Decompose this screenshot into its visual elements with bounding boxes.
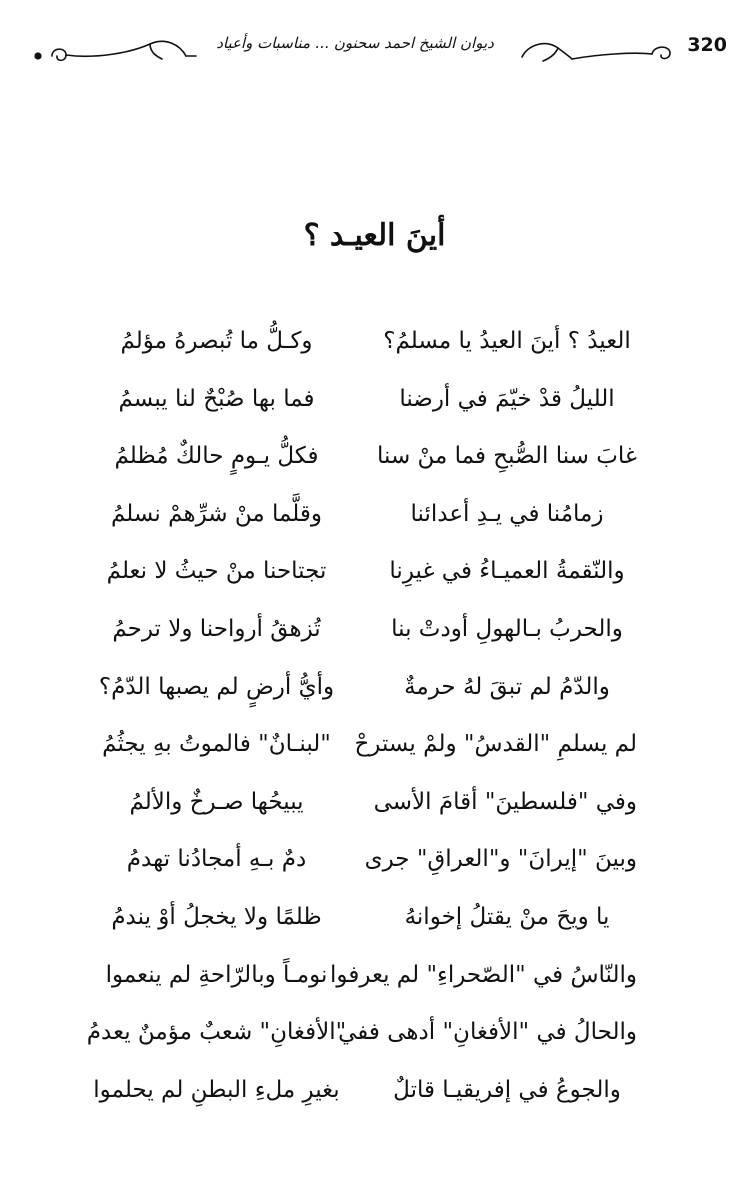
first-hemistich: يا ويحَ منْ يقتلُ إخوانهُ xyxy=(404,903,610,930)
poem-verses xyxy=(0,328,749,1134)
page-header xyxy=(0,22,749,82)
first-hemistich: والنّقمةُ العميـاءُ في غيرِنا xyxy=(389,558,625,585)
first-hemistich: والجوعُ في إفريقيـا قاتلٌ xyxy=(393,1076,621,1103)
second-hemistich: نومـاً وبالرّاحةِ لم ينعموا xyxy=(105,961,328,988)
verse-line xyxy=(0,731,749,789)
verse-line xyxy=(0,616,749,674)
page-number: 320 xyxy=(687,34,727,56)
verse-line xyxy=(0,789,749,847)
second-hemistich: دمٌ بـهِ أمجادُنا تهدمُ xyxy=(126,846,307,873)
second-hemistich: تُزهقُ أرواحنا ولا ترحمُ xyxy=(112,615,321,642)
verse-line xyxy=(0,1077,749,1135)
verse-line xyxy=(0,962,749,1020)
second-hemistich: بغيرِ ملءِ البطنِ لم يحلموا xyxy=(93,1076,340,1103)
second-hemistich: وكـلُّ ما تُبصرهُ مؤلمُ xyxy=(120,328,313,354)
verse-line xyxy=(0,558,749,616)
second-hemistich: فكلُّ يـومٍ حالكٌ مُظلمُ xyxy=(114,443,319,470)
second-hemistich: وأيُّ أرضٍ لم يصبها الدّمُ؟ xyxy=(98,673,335,700)
first-hemistich: وبينَ "إيرانَ" و"العراقِ" جرى xyxy=(364,846,637,873)
first-hemistich: العيدُ ؟ أينَ العيدُ يا مسلمُ؟ xyxy=(383,328,631,354)
verse-line xyxy=(0,501,749,559)
second-hemistich: ظلمًا ولا يخجلُ أوْ يندمُ xyxy=(111,903,322,930)
first-hemistich: الليلُ قدْ خيّمَ في أرضنا xyxy=(399,385,615,412)
first-hemistich: والدّمُ لم تبقَ لهُ حرمةٌ xyxy=(404,673,610,700)
first-hemistich: والنّاسُ في "الصّحراءِ" لم يعرفوا xyxy=(330,961,637,988)
verse-line xyxy=(0,443,749,501)
poem-title: أينَ العيـد ؟ xyxy=(303,218,446,253)
first-hemistich: والحربُ بـالهولِ أودتْ بنا xyxy=(391,615,623,642)
first-hemistich: والحالُ في "الأفغانِ" أدهى ففي xyxy=(338,1019,637,1046)
second-hemistich: "الأفغانِ" شعبٌ مؤمنٌ يعدمُ xyxy=(86,1019,347,1046)
second-hemistich: "لبنـانٌ" فالموتُ بهِ يجثُمُ xyxy=(102,731,331,758)
verse-line xyxy=(0,846,749,904)
second-hemistich: فما بها صُبْحٌ لنا يبسمُ xyxy=(118,385,315,412)
verse-line xyxy=(0,904,749,962)
verse-line xyxy=(0,386,749,444)
first-hemistich: وفي "فلسطينَ" أقامَ الأسى xyxy=(373,788,637,815)
verse-line xyxy=(0,1019,749,1077)
second-hemistich: يبيحُها صـرخٌ والألمُ xyxy=(129,788,304,815)
verse-line xyxy=(0,674,749,732)
header-ornament-icon xyxy=(0,22,749,82)
running-head: ديوان الشيخ احمد سحنون ... مناسبات وأعياد xyxy=(216,34,494,52)
verse-line xyxy=(0,328,749,386)
first-hemistich: زمامُنا في يـدِ أعدائنا xyxy=(410,500,604,527)
second-hemistich: وقلَّما منْ شرِّهمْ نسلمُ xyxy=(110,500,323,527)
first-hemistich: لم يسلمِ "القدسُ" ولمْ يسترحْ xyxy=(354,731,637,758)
first-hemistich: غابَ سنا الصُّبحِ فما منْ سنا xyxy=(377,443,637,470)
second-hemistich: تجتاحنا منْ حيثُ لا نعلمُ xyxy=(106,558,327,585)
